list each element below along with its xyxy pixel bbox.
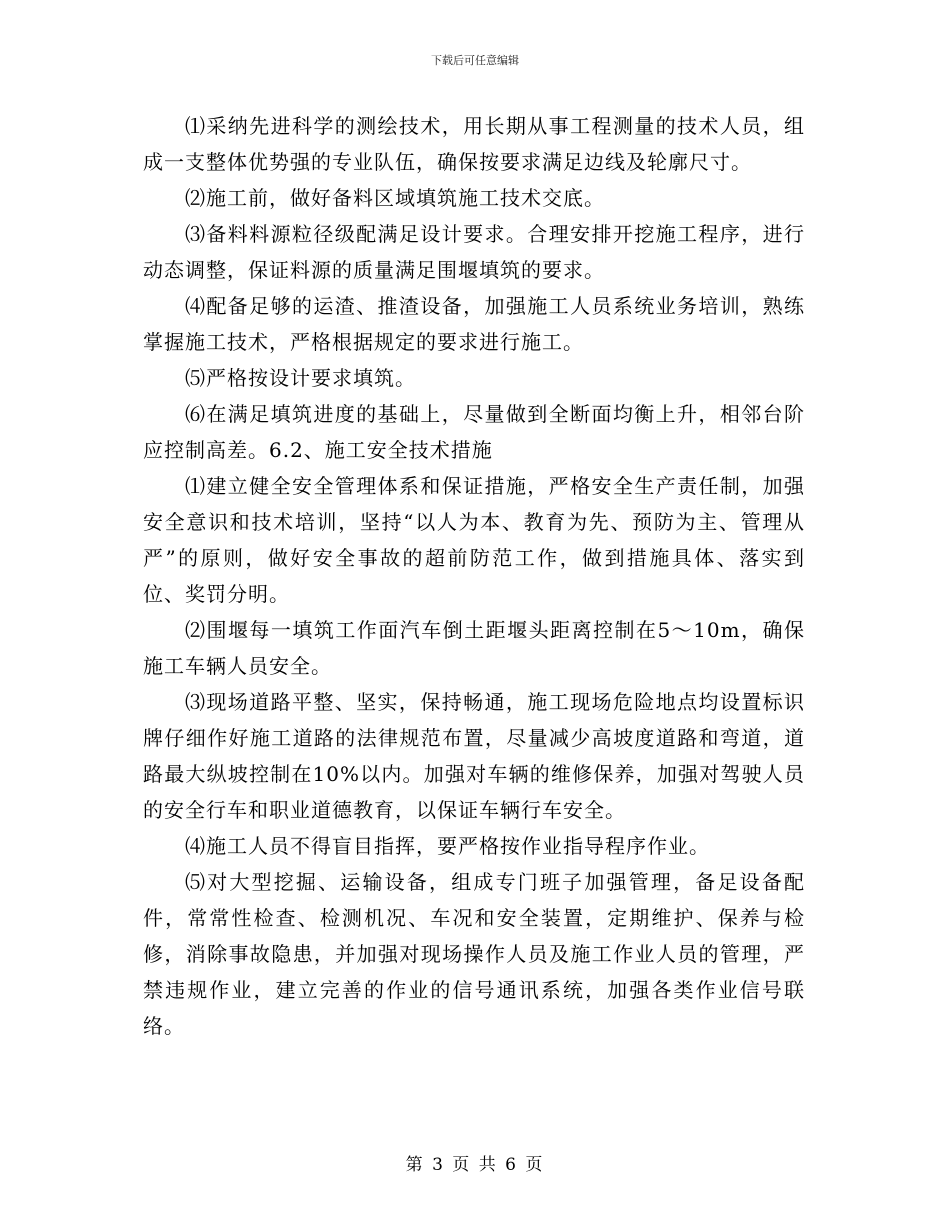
page-number: 第 3 页 共 6 页: [405, 1155, 545, 1175]
paragraph-3: ⑶备料料源粒径级配满足设计要求。合理安排开挖施工程序，进行动态调整，保证料源的质量满足围堰填筑的要求。: [143, 222, 805, 282]
paragraph-4: ⑷配备足够的运渣、推渣设备，加强施工人员系统业务培训，熟练掌握施工技术，严格根据规定的要求进行施工。: [143, 294, 805, 354]
paragraph-11: ⑸对大型挖掘、运输设备，组成专门班子加强管理，备足设备配件，常常性检查、检测机况、车况和安全装置，定期维护、保养与检修，消除事故隐患，并加强对现场操作人员及施工作业人员的管理，严禁违规作业，建立完善的作业的信号通讯系统，加强各类作业信号联络。: [143, 870, 805, 1038]
paragraph-10: ⑷施工人员不得盲目指挥，要严格按作业指导程序作业。: [185, 834, 710, 858]
paragraph-2: ⑵施工前，做好备料区域填筑施工技术交底。: [185, 186, 605, 210]
paragraph-7: ⑴建立健全安全管理体系和保证措施，严格安全生产责任制，加强安全意识和技术培训，坚持“以人为本、教育为先、预防为主、管理从严”的原则，做好安全事故的超前防范工作，做到措施具体、落实到位、奖罚分明。: [143, 474, 805, 606]
paragraph-8: ⑵围堰每一填筑工作面汽车倒土距堰头距离控制在5～10m，确保施工车辆人员安全。: [143, 618, 805, 678]
page-header: 下载后可任意编辑: [431, 54, 519, 67]
paragraph-6: ⑹在满足填筑进度的基础上，尽量做到全断面均衡上升，相邻台阶应控制高差。6.2、施工安全技术措施: [143, 402, 805, 462]
paragraph-9: ⑶现场道路平整、坚实，保持畅通，施工现场危险地点均设置标识牌仔细作好施工道路的法律规范布置，尽量减少高坡度道路和弯道，道路最大纵坡控制在10%以内。加强对车辆的维修保养，加强对驾驶人员的安全行车和职业道德教育，以保证车辆行车安全。: [143, 690, 805, 822]
paragraph-5: ⑸严格按设计要求填筑。: [185, 366, 416, 390]
document-body: [143, 108, 805, 1044]
paragraph-1: ⑴采纳先进科学的测绘技术，用长期从事工程测量的技术人员，组成一支整体优势强的专业队伍，确保按要求满足边线及轮廓尺寸。: [143, 114, 805, 174]
